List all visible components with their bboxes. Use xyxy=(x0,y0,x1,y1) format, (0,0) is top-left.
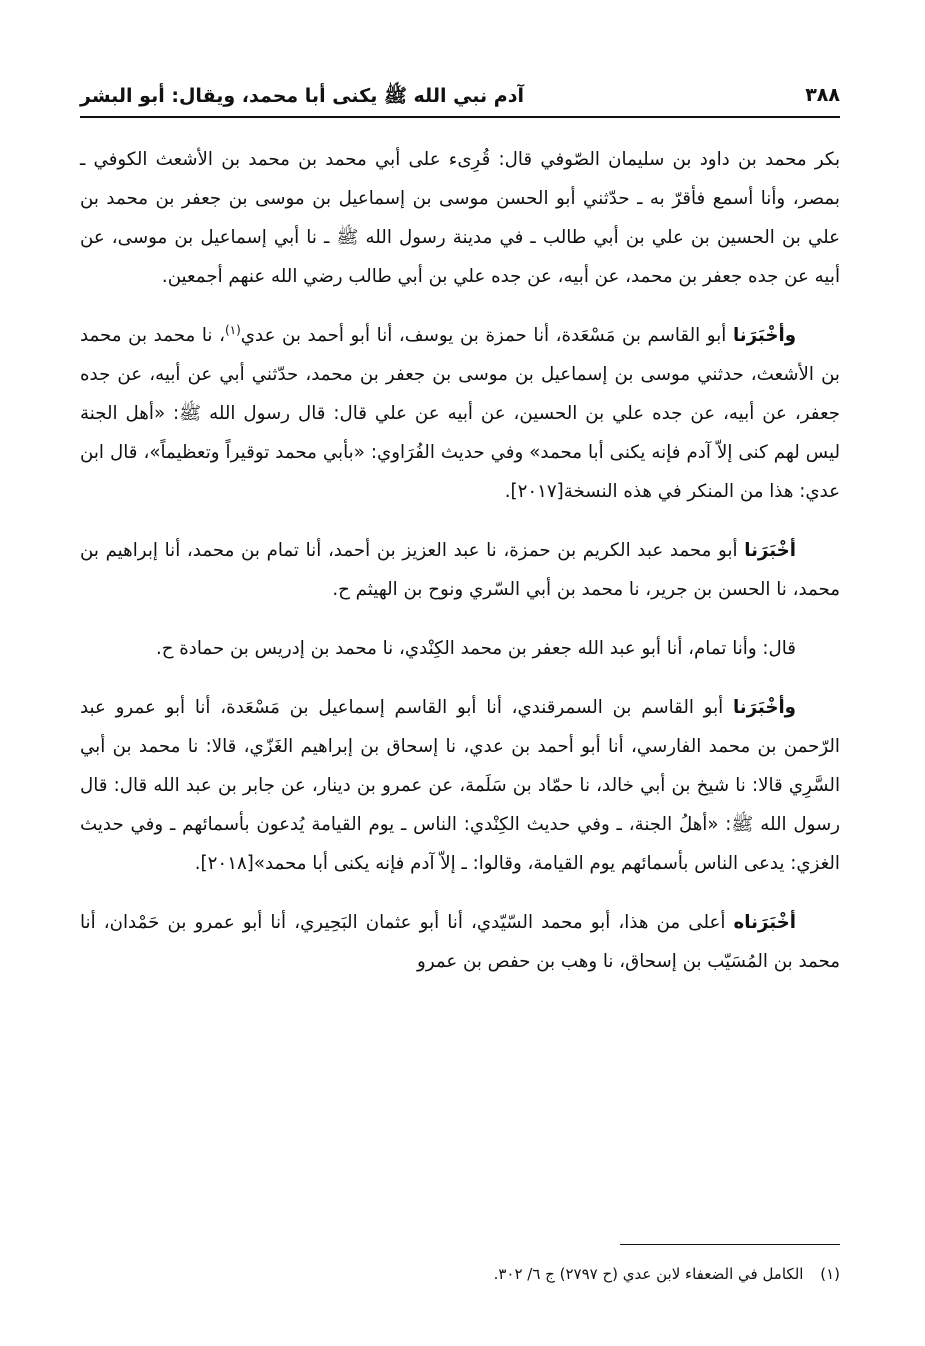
paragraph-text: أبو القاسم بن السمرقندي، أنا أبو القاسم إسماعيل بن مَسْعَدة، أنا أبو عمرو عبد الرّحمن بن محمد الفارسي، أنا أبو أحمد بن عدي، نا إسحاق بن إبراهيم الغَزّي، قالا: نا محمد بن أبي السَّرِي قالا: نا شيخ بن أبي خالد، نا حمّاد بن سَلَمة، عن عمرو بن دينار، عن جابر بن عبد الله قال: قال رسول الله ﷺ: «أهلُ الجنة، ـ وفي حديث الكِنْدي: الناس ـ يوم القيامة يُدعون بأسمائهم ـ وفي حديث الغزي: يدعى الناس بأسمائهم يوم القيامة، وقالوا: ـ إلاّ آدم فإنه يكنى أبا محمد»[٢٠١٨]. xyxy=(80,697,840,874)
paragraph-text: قال: وأنا تمام، أنا أبو عبد الله جعفر بن محمد الكِنْدي، نا محمد بن إدريس بن حمادة ح. xyxy=(155,638,796,659)
paragraph-text-continued: ، نا محمد بن محمد بن الأشعث، حدثني موسى بن إسماعيل بن موسى بن جعفر بن محمد، حدّثني أبي عن أبيه، عن جده جعفر، عن أبيه، عن جده علي بن الحسين، عن أبيه عن علي قال: قال رسول الله ﷺ: «أهل الجنة ليس لهم كنى إلاّ آدم فإنه يكنى أبا محمد» وفي حديث الفُرَاوي: «بأبي محمد توقيراً وتعظيماً»، قال ابن عدي: هذا من المنكر في هذه النسخة[٢٠١٧]. xyxy=(80,325,840,502)
paragraph-text: أبو محمد عبد الكريم بن حمزة، نا عبد العزيز بن أحمد، أنا تمام بن محمد، أنا إبراهيم بن محمد، نا الحسن بن جرير، نا محمد بن أبي السّري ونوح بن الهيثم ح. xyxy=(80,540,840,600)
paragraph-4 xyxy=(80,629,840,668)
paragraph-text: أبو القاسم بن مَسْعَدة، أنا حمزة بن يوسف، أنا أبو أحمد بن عدي xyxy=(240,325,727,346)
running-head xyxy=(80,78,840,114)
page-number: ٣٨٨ xyxy=(805,84,840,106)
footnote xyxy=(80,1262,840,1286)
running-title: آدم نبي الله ﷺ يكنى أبا محمد، ويقال: أبو البشر xyxy=(80,85,524,107)
paragraph-text: أعلى من هذا، أبو محمد السّيّدي، أنا أبو عثمان البَحِيري، أنا أبو عمرو بن حَمْدان، أنا محمد بن المُسَيّب بن إسحاق، نا وهب بن حفص بن عمرو xyxy=(80,912,840,972)
paragraph-3 xyxy=(80,531,840,609)
main-text xyxy=(80,140,840,1001)
paragraph-lead: وأخْبَرَنا xyxy=(732,697,796,718)
paragraph-lead: وأخْبَرَنا xyxy=(732,325,796,346)
paragraph-2 xyxy=(80,316,840,511)
paragraph-5 xyxy=(80,688,840,883)
footnote-reference: (١) xyxy=(224,322,241,337)
paragraph-6 xyxy=(80,903,840,981)
paragraph-lead: أخْبَرَناه xyxy=(733,912,796,933)
footnote-number: (١) xyxy=(820,1265,840,1283)
paragraph-text: بكر محمد بن داود بن سليمان الصّوفي قال: قُرِىء على أبي محمد بن محمد بن الأشعث الكوفي ـ بمصر، وأنا أسمع فأقرّ به ـ حدّثني أبو الحسن موسى بن إسماعيل بن موسى بن جعفر بن محمد بن علي بن الحسين بن علي بن أبي طالب ـ في مدينة رسول الله ﷺ ـ نا أبي إسماعيل بن موسى، عن أبيه عن جده جعفر بن محمد، عن أبيه، عن جده علي بن أبي طالب رضي الله عنهم أجمعين. xyxy=(80,149,840,287)
paragraph-1 xyxy=(80,140,840,296)
paragraph-lead: أخْبَرَنا xyxy=(744,540,796,561)
footnote-rule xyxy=(620,1244,840,1245)
footnote-text: الكامل في الضعفاء لابن عدي (ح ٢٧٩٧) ج ٦/ ٣٠٢. xyxy=(493,1265,804,1283)
header-rule xyxy=(80,116,840,118)
